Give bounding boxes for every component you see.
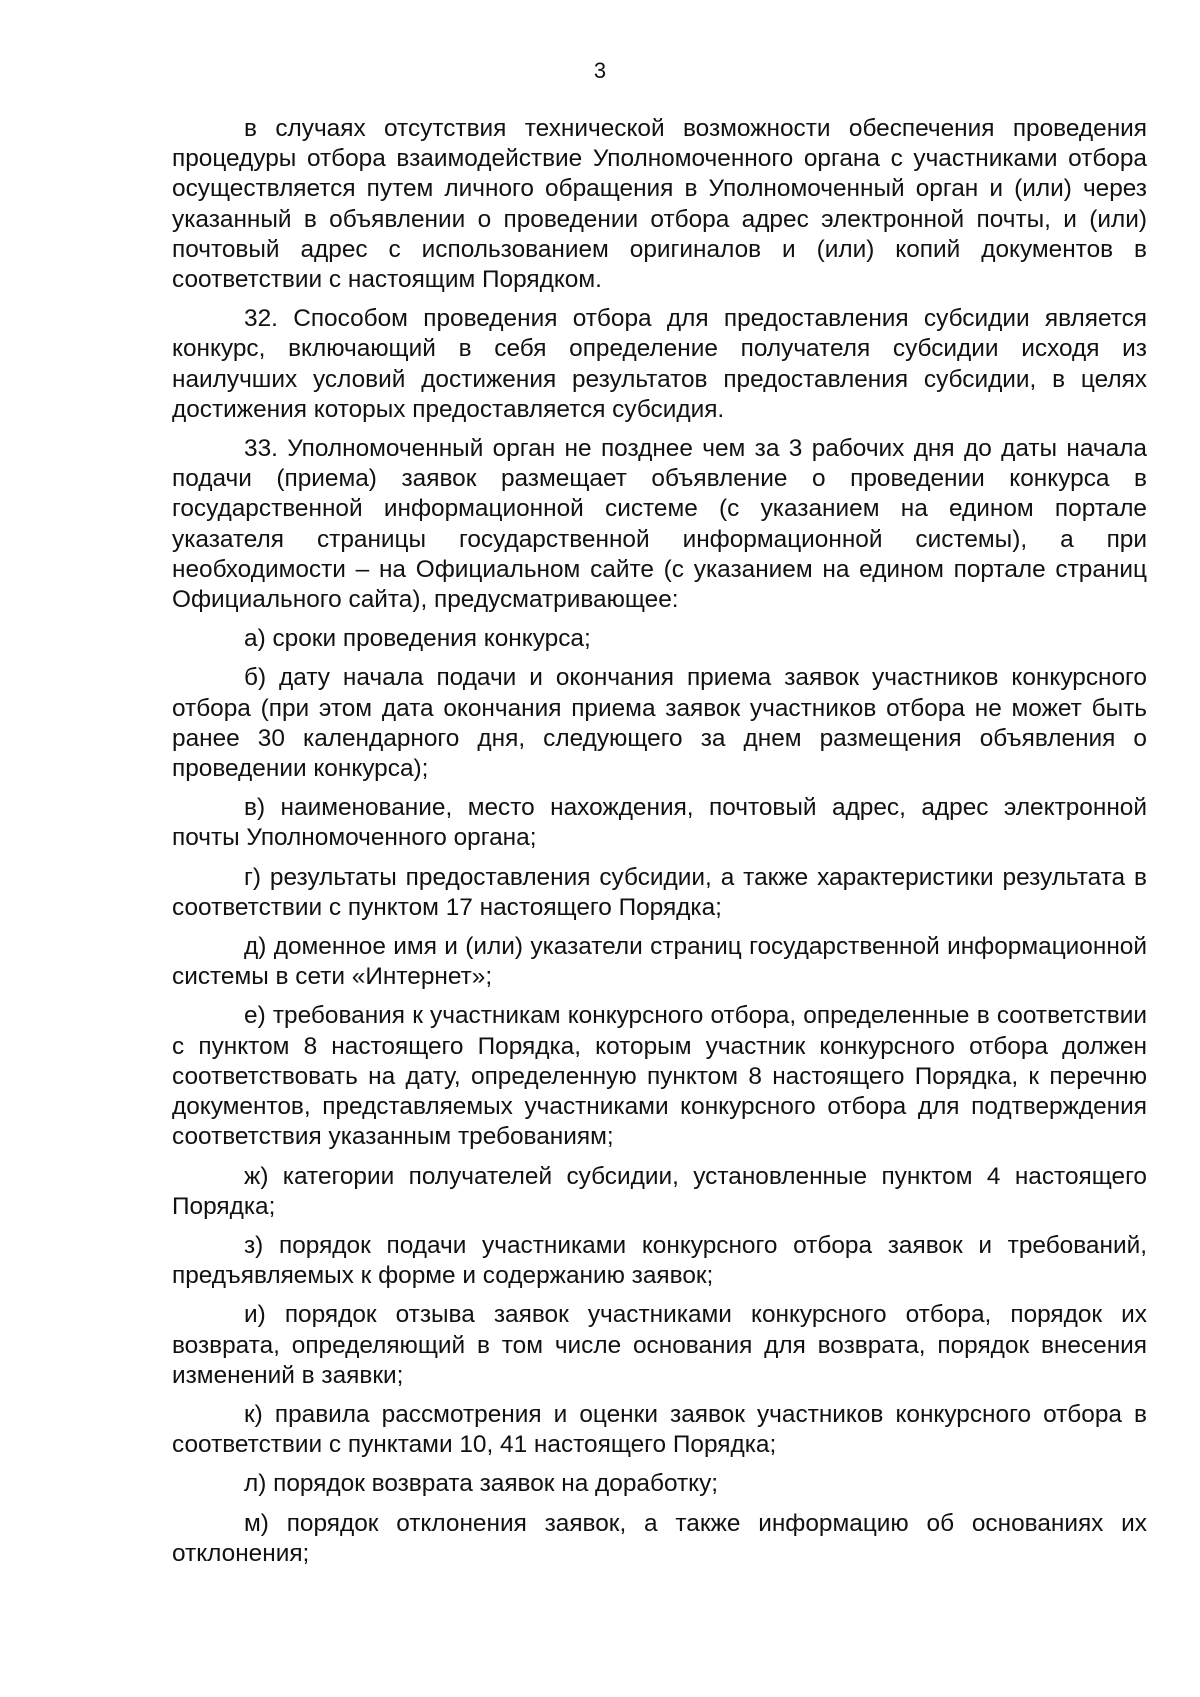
list-item-d: д) доменное имя и (или) указатели страниц государственной информационной системы в сети «Интернет»; [172, 933, 1147, 991]
list-item-zh: ж) категории получателей субсидии, установленные пунктом 4 настоящего Порядка; [172, 1162, 1147, 1220]
list-item-a: а) сроки проведения конкурса; [244, 625, 591, 653]
list-item-l: л) порядок возврата заявок на доработку; [244, 1470, 719, 1498]
list-item-g: г) результаты предоставления субсидии, а также характеристики результата в соответствии с пунктом 17 настоящего Порядка; [172, 863, 1147, 921]
list-item-z: з) порядок подачи участниками конкурсного отбора заявок и требований, предъявляемых к форме и содержанию заявок; [172, 1231, 1147, 1290]
paragraph-32-selection-method: 32. Способом проведения отбора для предоставления субсидии является конкурс, включающий в себя определение получателя субсидии исходя из наилучших условий достижения результатов предоставления субсидии, в целях достижения которых предоставляется субсидия. [172, 305, 1147, 423]
paragraph-33-announcement: 33. Уполномоченный орган не позднее чем за 3 рабочих дня до даты начала подачи (приема) заявок размещает объявление о проведении конкурса в государственной информационной системе (с указанием на едином портале указателя страницы государственной информационной системы), а при необходимости – на Официальном сайте (с указанием на едином портале страниц Официального сайта), предусматривающее: [172, 435, 1147, 614]
list-item-b: б) дату начала подачи и окончания приема заявок участников конкурсного отбора (при этом дата окончания приема заявок участников отбора не может быть ранее 30 календарного дня, следующего за днем размещения объявления о проведении конкурса); [172, 664, 1147, 783]
list-item-i: и) порядок отзыва заявок участниками конкурсного отбора, порядок их возврата, определяющий в том числе основания для возврата, порядок внесения изменений в заявки; [172, 1301, 1147, 1389]
list-item-m: м) порядок отклонения заявок, а также информацию об основаниях их отклонения; [172, 1509, 1147, 1567]
list-item-e: е) требования к участникам конкурсного отбора, определенные в соответствии с пунктом 8 настоящего Порядка, которым участник конкурсного отбора должен соответствовать на дату, определенную пунктом 8 настоящего Порядка, к перечню документов, представляемых участниками конкурсного отбора для подтверждения соответствия указанным требованиям; [172, 1002, 1147, 1151]
list-item-k: к) правила рассмотрения и оценки заявок участников конкурсного отбора в соответствии с пунктами 10, 41 настоящего Порядка; [172, 1400, 1147, 1459]
page-number: 3 [593, 58, 607, 83]
paragraph-communication-methods: в случаях отсутствия технической возможности обеспечения проведения процедуры отбора взаимодействие Уполномоченного органа с участниками отбора осуществляется путем личного обращения в Уполномоченный орган и (или) через указанный в объявлении о проведении отбора адрес электронной почты, и (или) почтовый адрес с использованием оригиналов и (или) копий документов в соответствии с настоящим Порядком. [172, 115, 1147, 294]
list-item-v: в) наименование, место нахождения, почтовый адрес, адрес электронной почты Уполномоченного органа; [172, 794, 1147, 852]
document-body [172, 114, 1147, 1578]
